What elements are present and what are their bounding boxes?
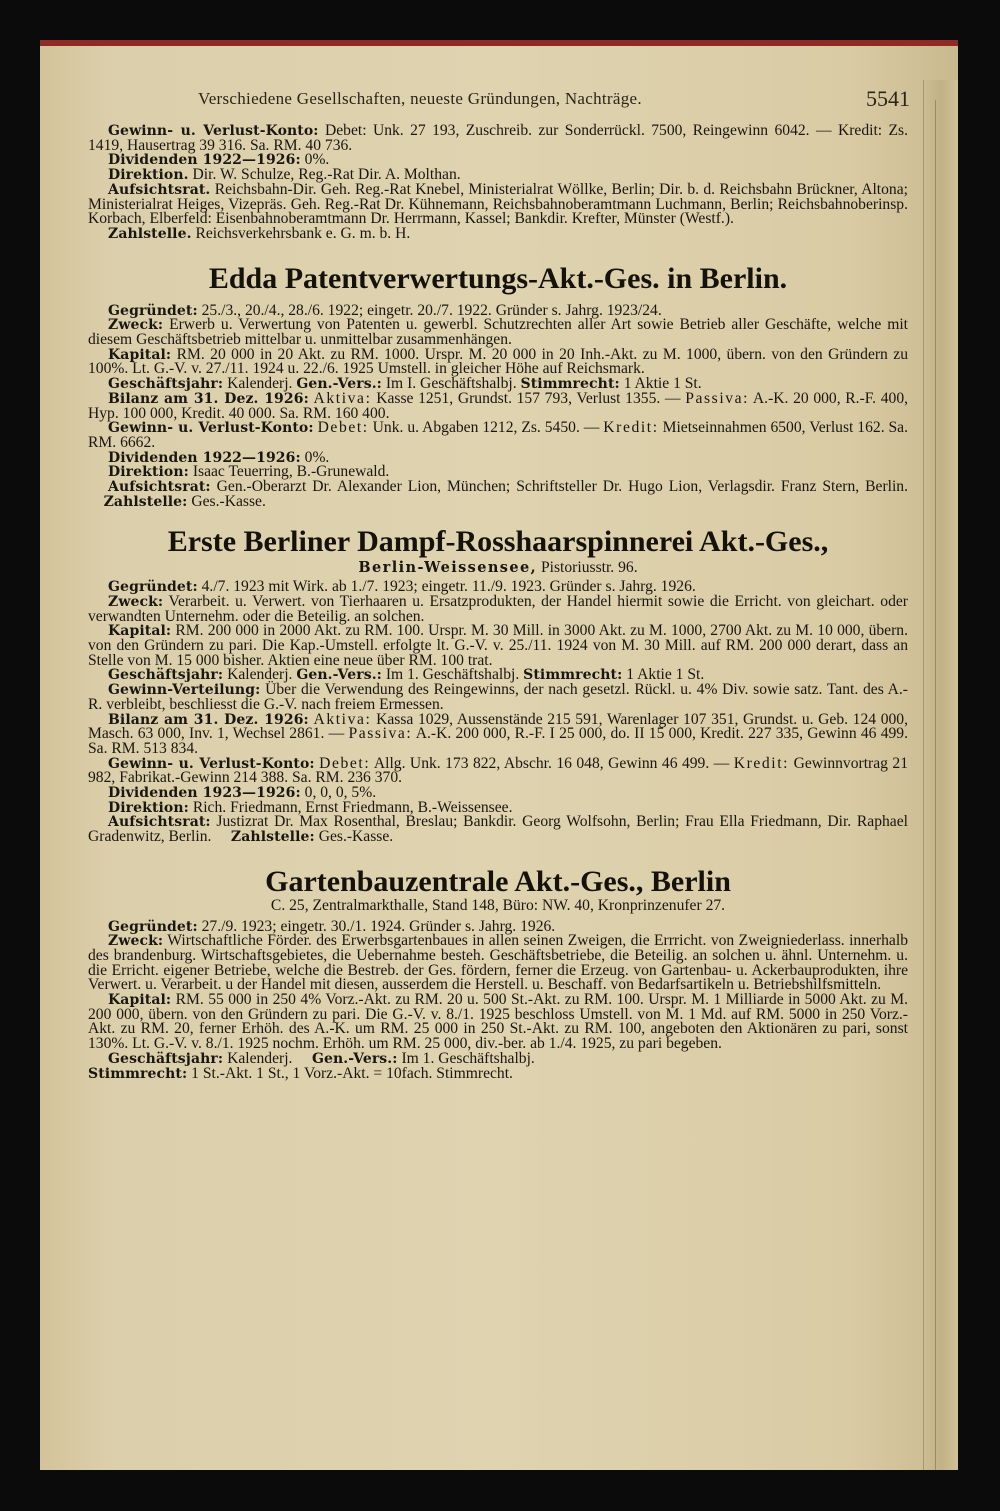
zweck-paragraph: Zweck: Wirtschaftliche Förder. des Erwerbsgartenbaues in allen seinen Zweigen, die Errricht. von Zweigniederlass. innerhalb des brandenburg. Wirtschaftsgebietes, die Uebernahme besteh. Geschäftsbetriebe, die Beteilig. an solchen u. ähnl. Unternehm. u. die Erricht. eigener Betriebe, welche die Bestreb. der Ges. fördern, ferner die Erzeug. von Gartenbau- u. Ackerbauprodukten, ihre Verwert. u. Verarbeit. u der Handel mit diesen, ausserdem die Herstell. u. Beschaff. von Bedarfsartikeln u. Betriebshilfsmitteln. <box>88 932 908 994</box>
gewinn-verteilung-paragraph: Gewinn-Verteilung: Über die Verwendung des Reingewinns, der nach gesetzl. Rückl. u. 4% Div. sowie satz. Tant. des A.-R. verbleibt, beschliesst die G.-V. nach freiem Ermessen. <box>88 681 908 713</box>
entry-edda <box>88 262 908 510</box>
kapital-paragraph: Kapital: RM. 20 000 in 20 Akt. zu RM. 1000. Urspr. M. 20 000 in 20 Inh.-Akt. zu M. 1000, übern. von den Gründern zu 100%. Lt. G.-V. v. 27./11. 1924 u. 22./6. 1925 Umstell. in gleicher Höhe auf Reichsmark. <box>88 345 908 378</box>
dividenden-paragraph: Dividenden 1922—1926: 0%. <box>108 448 330 466</box>
page-content <box>88 86 910 1082</box>
entry-location: Berlin-Weissensee, Pistoriusstr. 96. <box>358 559 638 577</box>
zweck-paragraph: Zweck: Erwerb u. Verwertung von Patenten u. gewerbl. Schutzrechten aller Art sowie Betrieb aller Geschäfte, welche mit diesem Geschäftsbetrieb mittelbar u. unmittelbar zusammenhängen. <box>88 316 908 349</box>
gv-konto-paragraph: Gewinn- u. Verlust-Konto: Debet: Allg. Unk. 173 822, Abschr. 16 048, Gewinn 46 499. — Kredit: Gewinnvortrag 21 982, Fabrikat.-Gewinn 214 388. Sa. RM. 236 370. <box>88 754 908 787</box>
entry-gartenbauzentrale <box>88 865 908 1081</box>
gegruendet-paragraph: Gegründet: 25./3., 20./4., 28./6. 1922; eingetr. 20./7. 1922. Gründer s. Jahrg. 1923/24. <box>108 301 662 319</box>
direktion-paragraph: Direktion: Rich. Friedmann, Ernst Friedmann, B.-Weissensee. <box>108 798 513 816</box>
bilanz-paragraph: Bilanz am 31. Dez. 1926: Aktiva: Kassa 1029, Aussenstände 215 591, Warenlager 107 351, Grundst. u. Geb. 124 000, Masch. 63 000, Inv. 1, Wechsel 2861. — Passiva: A.-K. 200 000, R.-F. I 25 000, do. II 15 000, Kredit. 227 335, Gewinn 46 499. Sa. RM. 513 834. <box>88 710 909 757</box>
entry-title: Edda Patentverwertungs-Akt.-Ges. in Berlin. <box>208 261 788 295</box>
gegruendet-paragraph: Gegründet: 27./9. 1923; eingetr. 30./1. 1924. Gründer s. Jahrg. 1926. <box>108 917 556 935</box>
stimmrecht-paragraph: Stimmrecht: 1 St.-Akt. 1 St., 1 Vorz.-Akt. = 10fach. Stimmrecht. <box>88 1064 513 1082</box>
zahlstelle-paragraph: Zahlstelle. Reichsverkehrsbank e. G. m. b. H. <box>108 224 411 242</box>
entry-title: Gartenbauzentrale Akt.-Ges., Berlin <box>265 864 731 898</box>
page-number: 5541 <box>866 86 910 111</box>
gv-konto-paragraph: Gewinn- u. Verlust-Konto: Debet: Unk. 27 193, Zuschreib. zur Sonderrückl. 7500, Reingewinn 6042. — Kredit: Zs. 1419, Hausertrag 39 316. Sa. RM. 40 736. <box>88 122 909 154</box>
scanned-page <box>40 40 958 1470</box>
geschaeftsjahr-paragraph: Geschäftsjahr: Kalenderj. Gen.-Vers.: Im I. Geschäftshalbj. Stimmrecht: 1 Aktie 1 St. <box>108 375 702 393</box>
entry-title: Erste Berliner Dampf-Rosshaarspinnerei Akt.-Ges., <box>167 525 829 559</box>
dividenden-paragraph: Dividenden 1923—1926: 0, 0, 0, 5%. <box>108 784 377 802</box>
entry-location: C. 25, Zentralmarkthalle, Stand 148, Büro: NW. 40, Kronprinzenufer 27. <box>270 896 726 914</box>
zweck-paragraph: Zweck: Verarbeit. u. Verwert. von Tierhaaren u. Ersatzprodukten, der Handel hiermit sowie die Erricht. von gleichart. oder verwandten Unternehm. oder die Beteilig. an solchen. <box>88 592 908 625</box>
page-gutter <box>923 80 958 1470</box>
geschaeftsjahr-paragraph: Geschäftsjahr: Kalenderj. Gen.-Vers.: Im 1. Geschäftshalbj. Stimmrecht: 1 Aktie 1 St. <box>108 666 705 684</box>
entry-erste-berliner <box>88 525 908 844</box>
gutter-line <box>935 100 936 1470</box>
running-head: Verschiedene Gesellschaften, neueste Gründungen, Nachträge. <box>198 89 642 108</box>
kapital-paragraph: Kapital: RM. 200 000 in 2000 Akt. zu RM. 100. Urspr. M. 30 Mill. in 3000 Akt. zu M. 1000, 2700 Akt. zu M. 10 000, übern. von den Gründern zu pari. Die Kap.-Umstell. erfolgte lt. G.-V. v. 25./11. 1924 von M. 30 Mill. auf RM. 200 000 derart, dass an Stelle von M. 15 000 bisher. Aktien eine neue über RM. 100 trat. <box>88 622 908 669</box>
gegruendet-paragraph: Gegründet: 4./7. 1923 mit Wirk. ab 1./7. 1923; eingetr. 11./9. 1923. Gründer s. Jahrg. 1926. <box>108 578 696 596</box>
binding-top-edge <box>40 40 958 46</box>
aufsichtsrat-paragraph: Aufsichtsrat: Gen.-Oberarzt Dr. Alexander Lion, München; Schriftsteller Dr. Hugo Lion, Verlagsdir. Franz Stern, Berlin. Zahlstelle: Ges.-Kasse. <box>103 478 908 510</box>
aufsichtsrat-paragraph: Aufsichtsrat. Reichsbahn-Dir. Geh. Reg.-Rat Knebel, Ministerialrat Wöllke, Berlin; Dir. b. d. Reichsbahn Brückner, Altona; Ministerialrat Heiges, Vizepräs. Geh. Reg.-Rat Dr. Kühnemann, Reichsbahnoberamtmann Luchmann, Berlin; Reichsbahnoberinsp. Korbach, Elberfeld: Eisenbahnoberamtmann Dr. Herrmann, Kassel; Bankdir. Krefter, Münster (Westf.). <box>88 180 908 228</box>
bilanz-paragraph: Bilanz am 31. Dez. 1926: Aktiva: Kasse 1251, Grundst. 157 793, Verlust 1355. — Passiva: A.-K. 20 000, R.-F. 400, Hyp. 100 000, Kredit. 40 000. Sa. RM. 160 400. <box>88 389 909 422</box>
aufsichtsrat-paragraph: Aufsichtsrat: Justizrat Dr. Max Rosenthal, Breslau; Bankdir. Georg Wolfsohn, Berlin; Frau Ella Friedmann, Dir. Raphael Gradenwitz, Berlin. Zahlstelle: Ges.-Kasse. <box>88 813 908 846</box>
direktion-paragraph: Direktion: Isaac Teuerring, B.-Grunewald. <box>108 463 390 481</box>
direktion-paragraph: Direktion. Dir. W. Schulze, Reg.-Rat Dir. A. Molthan. <box>108 166 461 184</box>
geschaeftsjahr-paragraph: Geschäftsjahr: Kalenderj. Gen.-Vers.: Im 1. Geschäftshalbj. <box>108 1049 535 1067</box>
gv-konto-paragraph: Gewinn- u. Verlust-Konto: Debet: Unk. u. Abgaben 1212, Zs. 5450. — Kredit: Mietseinnahmen 6500, Verlust 162. Sa. RM. 6662. <box>88 419 909 451</box>
page-header <box>88 86 910 124</box>
entry-continuation <box>88 124 908 242</box>
dividenden-paragraph: Dividenden 1922—1926: 0%. <box>108 151 330 169</box>
kapital-paragraph: Kapital: RM. 55 000 in 250 4% Vorz.-Akt. zu RM. 20 u. 500 St.-Akt. zu RM. 100. Urspr. M. 1 Milliarde in 5000 Akt. zu M. 200 000, übern. von den Gründern zu pari. Die G.-V. v. 8./1. 1925 beschloss Umstell. von M. 1 Md. auf RM. 5000 in 250 Vorz.-Akt. zu RM. 20, ferner Erhöh. des A.-K. um RM. 25 000 in 250 St.-Akt. zu RM. 100, angeboten den Aktionären zu pari, sonst 130%. Lt. G.-V. v. 8./1. 1925 nochm. Erhöh. um RM. 25 000, div.-ber. ab 1./4. 1925, zu pari begeben. <box>88 991 909 1053</box>
